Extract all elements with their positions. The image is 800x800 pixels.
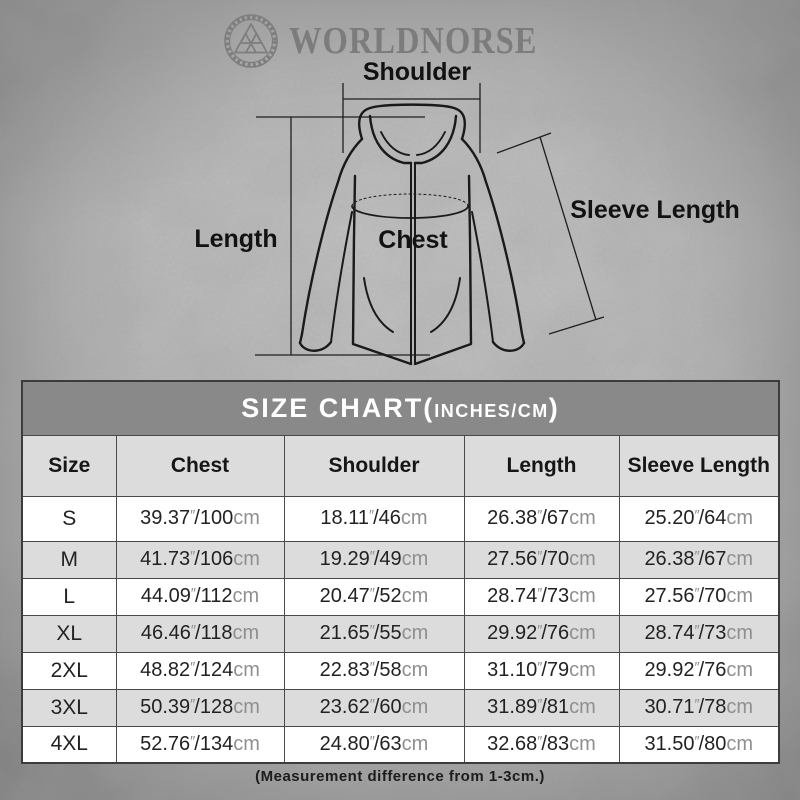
measurement-cell: 52.76″/134cm [116,726,284,763]
measurement-note: (Measurement difference from 1-3cm.) [255,768,545,785]
table-row [22,496,779,541]
measurement-cell: 28.74″/73cm [464,578,619,615]
size-cell: L [22,578,116,615]
table-header-row [22,435,779,496]
measurement-cell: 22.83″/58cm [284,652,464,689]
table-row [22,578,779,615]
measurement-cell: 31.50″/80cm [619,726,779,763]
table-title-close: ) [548,392,560,423]
table-title-main: SIZE CHART( [241,392,435,423]
measurement-cell: 32.68″/83cm [464,726,619,763]
table-title-row [22,381,779,435]
table-row [22,689,779,726]
table-row [22,726,779,763]
measurement-cell: 27.56″/70cm [619,578,779,615]
size-cell: 2XL [22,652,116,689]
measurement-cell: 30.71″/78cm [619,689,779,726]
col-header-sleeve-length: Sleeve Length [619,435,779,496]
table-row [22,541,779,578]
measurement-cell: 26.38″/67cm [619,541,779,578]
size-cell: M [22,541,116,578]
measurement-cell: 39.37″/100cm [116,496,284,541]
col-header-chest: Chest [116,435,284,496]
measurement-cell: 31.89″/81cm [464,689,619,726]
measurement-cell: 27.56″/70cm [464,541,619,578]
size-chart-table [21,380,780,764]
table-title-units: INCHES/CM [434,400,549,421]
col-header-length: Length [464,435,619,496]
length-label: Length [194,225,278,253]
measurement-cell: 24.80″/63cm [284,726,464,763]
size-cell: S [22,496,116,541]
measurement-cell: 21.65″/55cm [284,615,464,652]
garment-diagram [0,0,800,378]
size-cell: XL [22,615,116,652]
col-header-size: Size [22,435,116,496]
size-table-body [22,496,779,763]
measurement-cell: 28.74″/73cm [619,615,779,652]
measurement-cell: 25.20″/64cm [619,496,779,541]
size-cell: 4XL [22,726,116,763]
measurement-cell: 31.10″/79cm [464,652,619,689]
table-row [22,615,779,652]
measurement-cell: 18.11″/46cm [284,496,464,541]
col-header-shoulder: Shoulder [284,435,464,496]
measurement-cell: 29.92″/76cm [464,615,619,652]
shoulder-label: Shoulder [362,58,472,86]
size-cell: 3XL [22,689,116,726]
measurement-cell: 48.82″/124cm [116,652,284,689]
measurement-cell: 44.09″/112cm [116,578,284,615]
measurement-cell: 46.46″/118cm [116,615,284,652]
measurement-cell: 23.62″/60cm [284,689,464,726]
measurement-cell: 29.92″/76cm [619,652,779,689]
table-row [22,652,779,689]
brand-name: WORLDNORSE [288,20,537,62]
measurement-cell: 20.47″/52cm [284,578,464,615]
table-title [22,381,779,435]
measurement-cell: 50.39″/128cm [116,689,284,726]
jacket-diagram-svg [0,0,800,378]
chest-label: Chest [378,226,448,254]
measurement-cell: 19.29″/49cm [284,541,464,578]
measurement-cell: 41.73″/106cm [116,541,284,578]
measurement-cell: 26.38″/67cm [464,496,619,541]
measurement-lines [255,83,604,355]
sleeve-length-label: Sleeve Length [570,196,740,224]
